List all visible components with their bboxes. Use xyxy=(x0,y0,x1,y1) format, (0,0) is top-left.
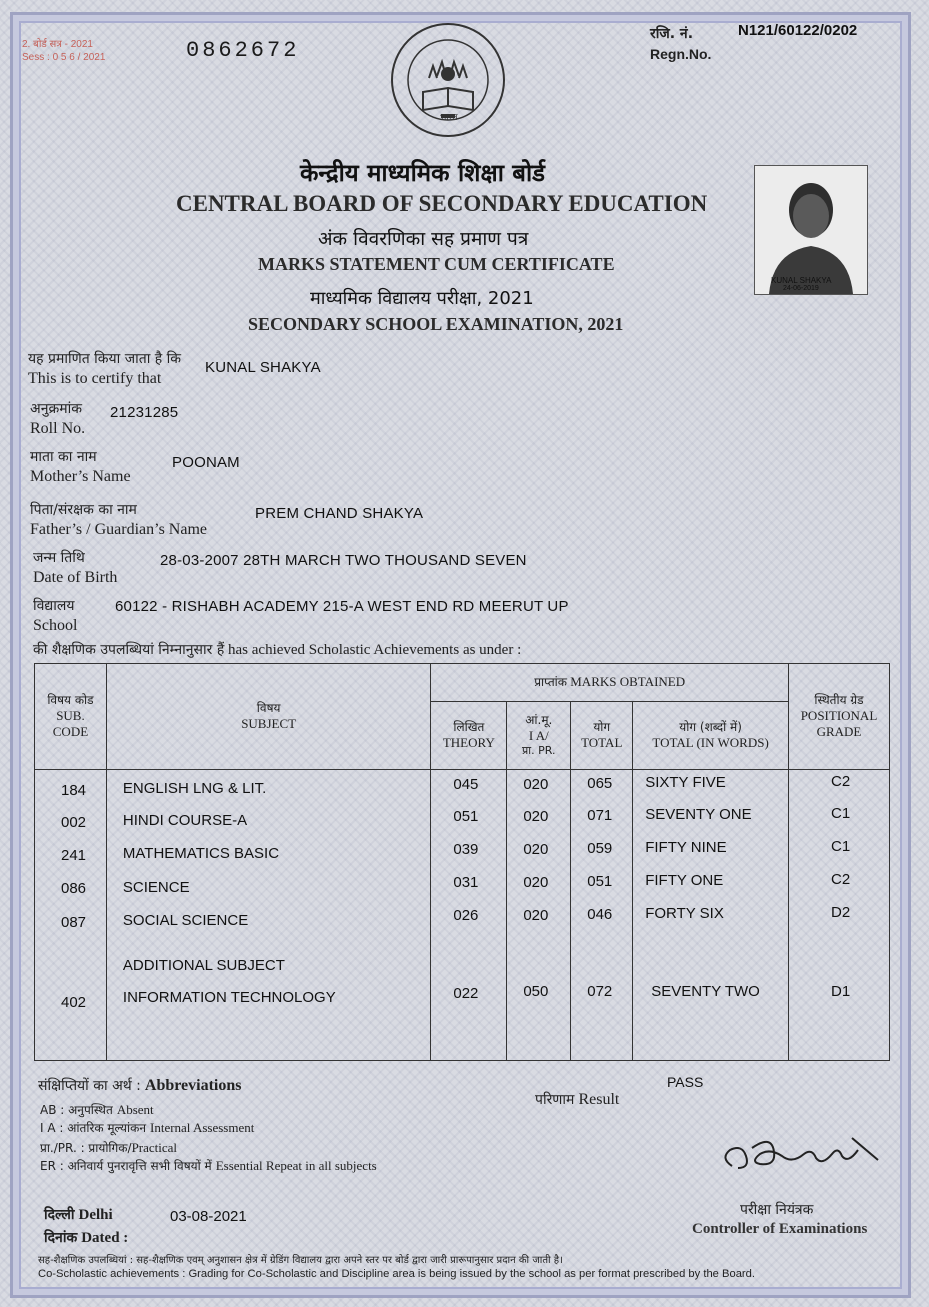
school-name: 60122 - RISHABH ACADEMY 215-A WEST END RD MEERUT UP xyxy=(115,598,569,615)
table-row-theory: 031 xyxy=(453,874,479,891)
abbreviations-heading xyxy=(38,1076,242,1095)
header-ia-en: I A/ xyxy=(528,728,549,743)
header-ia-hi: आं.मू. xyxy=(525,713,553,727)
header-sub-code-en1: SUB. xyxy=(56,707,85,723)
marks-table xyxy=(34,663,890,1061)
total-column xyxy=(571,770,633,1061)
header-total xyxy=(571,702,633,770)
result-value: PASS xyxy=(667,1074,704,1090)
header-total-in-words xyxy=(633,702,789,770)
header-theory xyxy=(431,702,507,770)
theory-column xyxy=(431,770,507,1061)
dated-label xyxy=(44,1228,128,1247)
registration-number: N121/60122/0202 xyxy=(738,22,858,39)
table-row-theory: 022 xyxy=(453,985,479,1002)
abbr-item-en: Practical xyxy=(131,1140,178,1155)
dob-label-hi: जन्म तिथि xyxy=(33,550,85,566)
table-row-code: 184 xyxy=(61,782,87,799)
achievements-intro-en: has achieved Scholastic Achievements as under : xyxy=(228,642,522,658)
controller-title-en: Controller of Examinations xyxy=(692,1221,868,1237)
table-row-subject: SCIENCE xyxy=(122,879,190,896)
candidate-name: KUNAL SHAKYA xyxy=(205,359,321,376)
table-row-subject: HINDI COURSE-A xyxy=(122,812,248,829)
date-of-birth: 28-03-2007 28TH MARCH TWO THOUSAND SEVEN xyxy=(160,552,527,569)
table-row-grade: C2 xyxy=(830,773,851,790)
table-row-grade: D1 xyxy=(830,983,851,1000)
table-row-grade: C2 xyxy=(830,871,851,888)
controller-signature-icon xyxy=(712,1126,887,1186)
certify-label-en: This is to certify that xyxy=(28,370,162,387)
place-label-hi: दिल्ली xyxy=(44,1207,75,1223)
table-row-total: 072 xyxy=(587,983,613,1000)
header-marks-en: MARKS OBTAINED xyxy=(570,674,686,690)
achievements-intro-hi: की शैक्षणिक उपलब्धियां निम्नानुसार हैं xyxy=(33,642,225,658)
table-row-theory: 051 xyxy=(453,808,479,825)
result-label-hi: परिणाम xyxy=(535,1092,575,1108)
subject-column xyxy=(106,770,430,1061)
table-row-ia: 020 xyxy=(523,907,549,924)
table-row-ia: 050 xyxy=(523,983,549,1000)
code-column xyxy=(35,770,107,1061)
co-scholastic-note-en: Co-Scholastic achievements : Grading for Co-Scholastic and Discipline area is being issued by the school as per format prescribed by the Board. xyxy=(38,1268,755,1280)
document-title-hindi: अंक विवरणिका सह प्रमाण पत्र xyxy=(318,228,529,250)
header-ia-pr xyxy=(507,702,571,770)
abbr-item-en: Absent xyxy=(116,1102,154,1117)
table-row-theory: 026 xyxy=(453,907,479,924)
header-theory-en: THEORY xyxy=(442,734,495,750)
table-row-subject: ENGLISH LNG & LIT. xyxy=(122,780,267,797)
header-subject-en: SUBJECT xyxy=(241,715,297,731)
table-row-subject: INFORMATION TECHNOLOGY xyxy=(122,989,336,1006)
mother-name: POONAM xyxy=(172,454,240,471)
table-row-subject: MATHEMATICS BASIC xyxy=(122,845,280,862)
place-label xyxy=(44,1205,113,1224)
table-row-ia: 020 xyxy=(523,808,549,825)
emblem-bottom-text: भारत xyxy=(440,113,458,123)
table-row-theory: 039 xyxy=(453,841,479,858)
table-row-ia: 020 xyxy=(523,841,549,858)
header-theory-hi: लिखित xyxy=(453,719,485,734)
controller-title-hi: परीक्षा नियंत्रक xyxy=(740,1202,814,1218)
abbr-item-hi: I A : आंतरिक मूल्यांकन xyxy=(40,1121,146,1135)
header-marks-hi: प्राप्तांक xyxy=(534,675,567,690)
abbr-item-en: Essential Repeat in all subjects xyxy=(215,1158,377,1173)
table-row-total: 046 xyxy=(587,906,613,923)
table-row-total: 059 xyxy=(587,840,613,857)
table-row-code: 087 xyxy=(61,914,87,931)
father-label-en: Father’s / Guardian’s Name xyxy=(30,521,207,538)
table-row-words: FIFTY ONE xyxy=(645,872,724,889)
board-name-hindi: केन्द्रीय माध्यमिक शिक्षा बोर्ड xyxy=(300,159,546,187)
header-sub-code-en2: CODE xyxy=(52,724,89,739)
abbreviations-heading-en: Abbreviations xyxy=(144,1077,242,1094)
serial-number: 0862672 xyxy=(186,38,300,63)
session-stamp-line1: 2. बोर्ड सत्र - 2021 xyxy=(22,39,93,50)
header-subject-hi: विषय xyxy=(256,700,281,715)
header-subject xyxy=(106,664,430,770)
roll-number: 21231285 xyxy=(110,404,179,421)
regn-label-en: Regn.No. xyxy=(650,46,712,62)
header-sub-code xyxy=(35,664,107,770)
dated-label-en: Dated : xyxy=(81,1230,129,1246)
table-row-words: SEVENTY TWO xyxy=(651,983,760,1000)
table-row-code: 241 xyxy=(61,847,87,864)
abbr-item-hi: AB : अनुपस्थित xyxy=(40,1103,113,1117)
table-row-total: 065 xyxy=(587,775,613,792)
table-row-code: 402 xyxy=(61,994,87,1011)
table-row-words: FIFTY NINE xyxy=(645,839,727,856)
table-row-total: 071 xyxy=(587,807,613,824)
father-name: PREM CHAND SHAKYA xyxy=(255,505,424,522)
table-row-grade: D2 xyxy=(830,904,851,921)
header-marks-obtained xyxy=(431,664,789,702)
table-row-subject: SOCIAL SCIENCE xyxy=(122,912,249,929)
header-total-en: TOTAL xyxy=(581,734,623,750)
roll-label-en: Roll No. xyxy=(30,420,86,437)
words-column xyxy=(633,770,789,1061)
header-grade-en2: GRADE xyxy=(816,724,862,739)
cbse-emblem-icon xyxy=(389,18,507,146)
dob-label-en: Date of Birth xyxy=(33,569,118,586)
roll-label-hi: अनुक्रमांक xyxy=(30,401,82,417)
result-label-en: Result xyxy=(578,1091,620,1108)
exam-title-english: SECONDARY SCHOOL EXAMINATION, 2021 xyxy=(248,314,624,334)
header-words-hi: योग (शब्दों में) xyxy=(679,719,742,734)
header-positional-grade xyxy=(788,664,889,770)
session-stamp-line2: Sess : 0 5 6 / 2021 xyxy=(22,52,106,63)
issue-date: 03-08-2021 xyxy=(170,1208,247,1225)
abbr-item xyxy=(40,1101,154,1119)
result-label xyxy=(535,1090,619,1109)
header-grade-hi: स्थितीय ग्रेड xyxy=(814,692,864,707)
table-row-theory: 045 xyxy=(453,776,479,793)
father-label-hi: पिता/संरक्षक का नाम xyxy=(30,502,137,518)
school-label-en: School xyxy=(33,617,78,634)
abbr-item-en: Internal Assessment xyxy=(150,1120,255,1135)
table-row-words: FORTY SIX xyxy=(645,905,724,922)
abbr-item xyxy=(40,1157,377,1175)
additional-subject-label: ADDITIONAL SUBJECT xyxy=(122,957,285,974)
table-row-words: SEVENTY ONE xyxy=(645,806,752,823)
abbr-item xyxy=(40,1139,177,1157)
exam-title-hindi: माध्यमिक विद्यालय परीक्षा, 2021 xyxy=(310,288,534,309)
ia-column xyxy=(507,770,571,1061)
table-row-code: 002 xyxy=(61,814,87,831)
document-title-english: MARKS STATEMENT CUM CERTIFICATE xyxy=(258,254,615,274)
dated-label-hi: दिनांक xyxy=(44,1230,78,1246)
abbr-item-hi: ER : अनिवार्य पुनरावृत्ति सभी विषयों में xyxy=(40,1159,212,1173)
school-label-hi: विद्यालय xyxy=(33,598,75,614)
place-label-en: Delhi xyxy=(78,1207,113,1223)
co-scholastic-note-hi: सह-शैक्षणिक उपलब्धियां : सह-शैक्षणिक एवम् अनुशासन क्षेत्र में ग्रेडिंग विद्यालय द्वारा अपने स्तर पर बोर्ड द्वारा जारी प्रारूपानुसार प्रदान की जाती है। xyxy=(38,1255,563,1266)
photo-caption-name: KUNAL SHAKYA xyxy=(771,276,832,285)
board-name-english: CENTRAL BOARD OF SECONDARY EDUCATION xyxy=(176,191,708,216)
candidate-portrait-icon xyxy=(755,166,867,294)
table-row-total: 051 xyxy=(587,873,613,890)
abbr-item-hi: प्रा./PR. : प्रायोगिक/ xyxy=(40,1141,132,1155)
table-row-ia: 020 xyxy=(523,874,549,891)
photo-caption-date: 24-06-2019 xyxy=(783,285,819,292)
header-ia-pr: प्रा. PR. xyxy=(522,744,556,758)
header-sub-code-hi: विषय कोड xyxy=(47,692,94,707)
header-words-en: TOTAL (IN WORDS) xyxy=(652,734,769,750)
grade-column xyxy=(788,770,889,1061)
table-row-grade: C1 xyxy=(830,805,851,822)
mother-label-en: Mother’s Name xyxy=(30,468,131,485)
regn-label-hi: रजि. नं. xyxy=(650,26,694,42)
abbreviations-heading-hi: संक्षिप्तियों का अर्थ : xyxy=(38,1078,141,1094)
header-grade-en1: POSITIONAL xyxy=(800,707,878,723)
certify-label-hi: यह प्रमाणित किया जाता है कि xyxy=(28,351,182,367)
mother-label-hi: माता का नाम xyxy=(30,449,97,465)
achievements-intro xyxy=(33,640,521,659)
table-row-ia: 020 xyxy=(523,776,549,793)
candidate-photo xyxy=(754,165,868,295)
abbr-item xyxy=(40,1119,254,1137)
table-row-grade: C1 xyxy=(830,838,851,855)
table-row-code: 086 xyxy=(61,880,87,897)
header-total-hi: योग xyxy=(593,719,611,734)
table-row-words: SIXTY FIVE xyxy=(645,774,726,791)
